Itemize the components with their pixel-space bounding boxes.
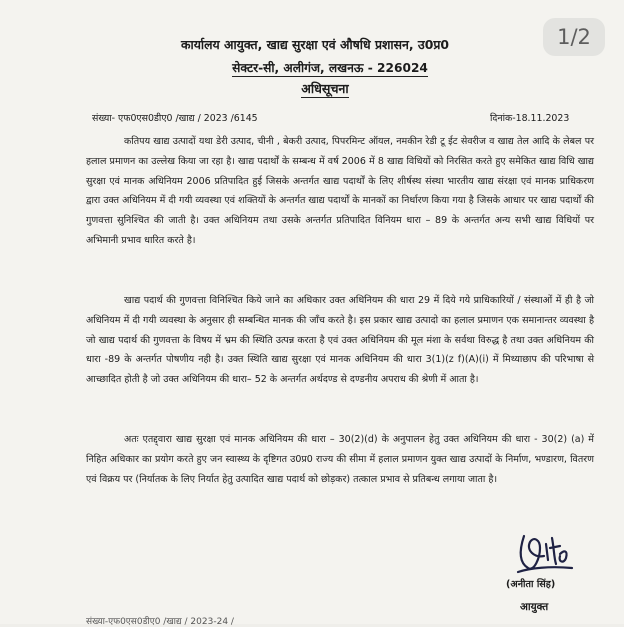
office-heading: कार्यालय आयुक्त, खाद्य सुरक्षा एवं औषधि प्रशासन, उ0प्र0	[181, 37, 449, 52]
notification-date: दिनांक-18.11.2023	[490, 113, 570, 124]
paragraph-1: कतिपय खाद्य उत्पादों यथा डेरी उत्पाद, चीनी , बेकरी उत्पाद, पिपरमिन्ट ऑयल, नमकीन रेडी टू ईट सेवरीज व खाद्य तेल आदि के लेबल पर हलाल प्रमाणन का उल्लेख किया जा रहा है। खाद्य पदार्थों के सम्बन्ध में वर्ष 2006 में 8 खाद्य विधियों को निरसित करते हुए समेकित खाद्य विधि खाद्य सुरक्षा एवं मानक अधिनियम 2006 प्रतिपादित हुई जिसके अन्तर्गत खाद्य पदार्थों के लिए शीर्षस्थ संस्था भारतीय खाद्य संरक्षा एवं मानक प्राधिकरण द्वारा उक्त अधिनियम में दी गयी व्यवस्था एवं शक्तियों के अन्तर्गत खाद्य पदार्थों के मानकों का निर्धारण किया गया है जिसके आधार पर खाद्य पदार्थों की गुणवत्ता सुनिश्चित की जाती है। उक्त अधिनियम तथा उसके अन्तर्गत प्रतिपादित विनियम धारा – 89 के अन्तर्गत अन्य सभी खाद्य विधियों पर अभिमानी प्रभाव धारित करते है।	[86, 136, 594, 246]
address-text: सेक्टर-सी, अलीगंज, लखनऊ - 226024	[232, 61, 428, 75]
handwritten-signature	[510, 528, 580, 576]
signatory-name: (अनीता सिंह)	[506, 579, 556, 590]
footer-reference: संख्या-एफ0एस0डीए0 /खाद्य / 2023-24 /	[86, 617, 234, 627]
paragraph-2: खाद्य पदार्थ की गुणवत्ता विनिश्चित किये जाने का अधिकार उक्त अधिनियम की धारा 29 में दिये गये प्राधिकारियों / संस्थाओं में ही है जो अधिनियम में दी गयी व्यवस्था के अनुसार ही सम्बन्धित मानक की जाँच करते है। इस प्रकार खाद्य उत्पादो का हलाल प्रमाणन एक समानान्तर व्यवस्था है जो खाद्य पदार्थ की गुणवत्ता के विषय में भ्रम की स्थिति उत्पन्न करता है एवं उक्त अधिनियम की मूल मंशा के सर्वथा विरुद्ध है तथा उक्त अधिनियम की धारा -89 के अन्तर्गत पोषणीय नही है। उक्त स्थिति खाद्य सुरक्षा एवं मानक अधिनियम की धारा 3(1)(z f)(A)(i) में मिथ्याछाप की परिभाषा से आच्छादित होती है जो उक्त अधिनियम की धारा– 52 के अन्तर्गत अर्थदण्ड से दण्डनीय अपराध की श्रेणी में आता है।	[86, 295, 594, 386]
signatory-designation: आयुक्त	[520, 601, 549, 613]
title-text: अधिसूचना	[301, 81, 349, 96]
notification-title	[280, 80, 370, 97]
page-counter: 1/2	[543, 18, 605, 56]
paragraph-3: अतः एतद्द्वारा खाद्य सुरक्षा एवं मानक अधिनियम की धारा – 30(2)(d) के अनुपालन हेतु उक्त अधिनियम की धारा - 30(2) (a) में निहित अधिकार का प्रयोग करते हुए जन स्वास्थ्य के दृष्टिगत उ0प्र0 राज्य की सीमा में हलाल प्रमाणन युक्त खाद्य उत्पादों के निर्माण, भण्डारण, वितरण एवं विक्रय पर (निर्यातक के लिए निर्यात हेतु उत्पादित खाद्य पदार्थ को छोड़कर) तत्काल प्रभाव से प्रतिबन्ध लगाया जाता है।	[86, 434, 594, 485]
office-address	[210, 59, 450, 76]
reference-number: संख्या- एफ0एस0डीए0 /खाद्य / 2023 /6145	[92, 113, 258, 124]
